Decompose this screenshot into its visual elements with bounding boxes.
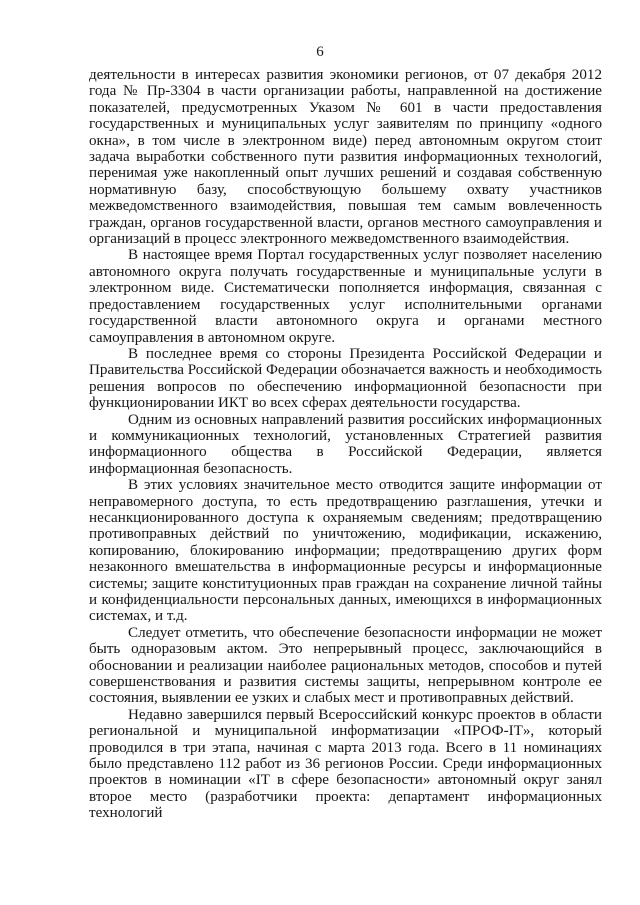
page-number: 6	[316, 44, 324, 60]
paragraph-portal-services: В настоящее время Портал государственных услуг позволяет населению автономного округа получать государственные и муниципальные услуги в электронном виде. Систематически пополняется информация, связанная с предоставлением государственных услуг исполнительными органами государственной власти автономного округа и органами местного самоуправления в автономном округе.	[89, 247, 602, 346]
paragraph-continuous-security-process: Следует отметить, что обеспечение безопасности информации не может быть одноразовым актом. Это непрерывный процесс, заключающийся в обосновании и реализации наиболее рациональных методов, способов и путей совершенствования и развития системы защиты, непрерывном контроле ее состояния, выявлении ее узких и слабых мест и противоправных действий.	[89, 624, 602, 707]
paragraph-information-society-strategy: Одним из основных направлений развития российских информационных и коммуникационных технологий, установленных Стратегией развития информационного общества в Российской Федерации, является информационная безопасность.	[89, 411, 602, 477]
paragraph-information-security-importance: В последнее время со стороны Президента Российской Федерации и Правительства Российской Федерации обозначается важность и необходимость решения вопросов по обеспечению информационной безопасности при функционировании ИКТ во всех сферах деятельности государства.	[89, 345, 602, 412]
paragraph-prof-it-contest: Недавно завершился первый Всероссийский конкурс проектов в области региональной и муниципальной информатизации «ПРОФ-IT», который проводился в три этапа, начиная с марта 2013 года. Всего в 11 номинациях было представлено 112 работ из 36 регионов России. Среди информационных проектов в номинации «IT в сфере безопасности» автономный округ занял второе место (разработчики проекта: департамент информационных технологий	[89, 706, 602, 822]
paragraph-continuation: деятельности в интересах развития экономики регионов, от 07 декабря 2012 года № Пр-3304 в части организации работы, направленной на достижение показателей, предусмотренных Указом № 601 в части предоставления государственных и муниципальных услуг заявителям по принципу «одного окна», в том числе в электронном виде) перед автономным округом стоит задача выработки собственного пути развития информационных технологий, перенимая уже накопленный опыт лучших решений и создавая собственную нормативную базу, способствующую большему охвату участников межведомственного взаимодействия, повышая тем самым вовлеченность граждан, органов государственной власти, органов местного самоуправления и организаций в процесс электронного межведомственного взаимодействия.	[89, 67, 602, 248]
document-body	[89, 67, 602, 822]
paragraph-information-protection: В этих условиях значительное место отводится защите информации от неправомерного доступа, то есть предотвращению разглашения, утечки и несанкционированного доступа к охраняемым сведениям; предотвращению противоправных действий по уничтожению, модификации, искажению, копированию, блокированию информации; предотвращению других форм незаконного вмешательства в информационные ресурсы и информационные системы; защите конституционных прав граждан на сохранение личной тайны и конфиденциальности персональных данных, имеющихся в информационных системах, и т.д.	[89, 477, 602, 625]
